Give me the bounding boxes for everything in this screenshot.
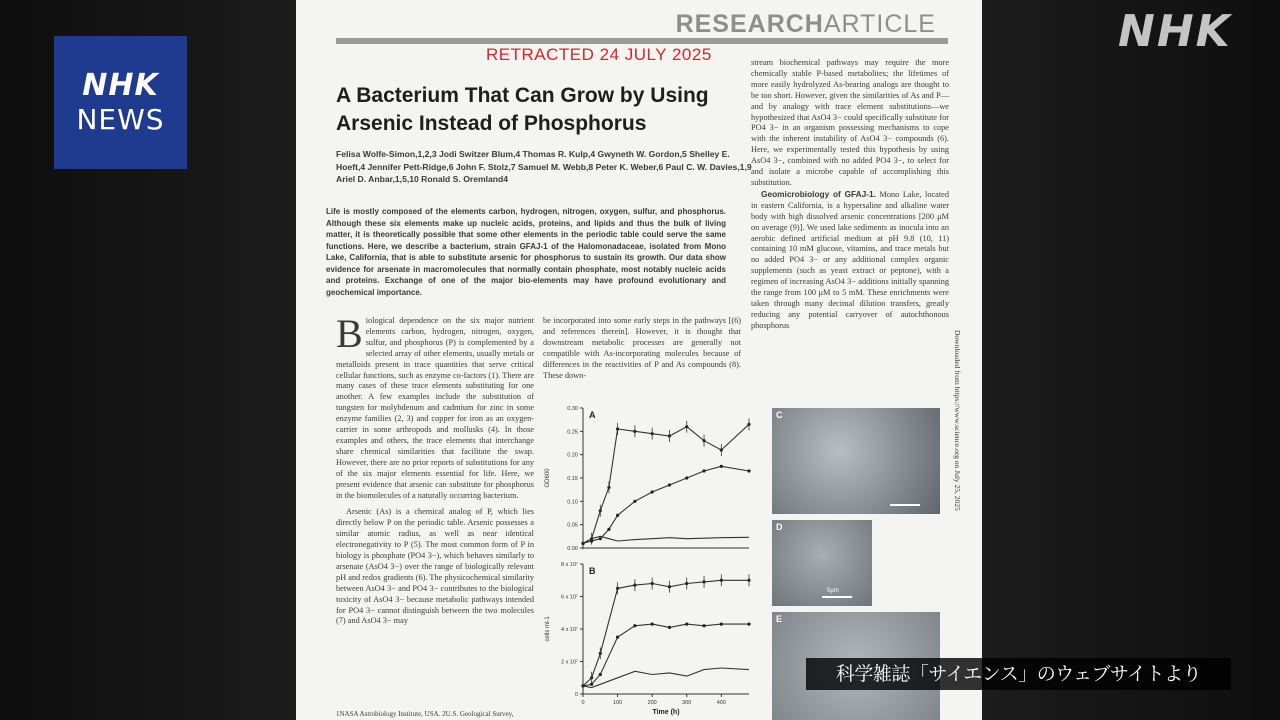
series-line	[583, 536, 749, 543]
paper-page	[296, 0, 982, 720]
micrograph-label-c: C	[776, 410, 783, 420]
scale-bar	[890, 504, 920, 506]
data-point	[633, 624, 636, 627]
data-point	[616, 636, 619, 639]
micrograph-label-e: E	[776, 614, 783, 624]
y-tick-label: 0.30	[567, 406, 578, 412]
header-bar	[336, 0, 948, 44]
series-line	[583, 624, 749, 686]
micrograph-c	[772, 408, 940, 514]
section-header	[676, 10, 936, 39]
y-tick-label: 2 x 10⁷	[561, 659, 578, 666]
y-tick-label: 0.05	[567, 522, 578, 529]
data-point	[616, 514, 619, 517]
micrograph-label-d: D	[776, 522, 783, 532]
section-heading: Geomicrobiology of GFAJ-1.	[761, 188, 876, 199]
panel-label: A	[589, 410, 596, 420]
series-line	[583, 580, 749, 686]
y-tick-label: 0.25	[567, 429, 578, 436]
data-point	[702, 469, 705, 472]
x-tick-label: 100	[612, 700, 623, 706]
growth-charts	[539, 400, 761, 720]
growth-chart-svg	[539, 400, 761, 720]
data-point	[747, 469, 750, 472]
title-line2: Arsenic Instead of Phosphorus	[336, 112, 647, 135]
nhk-news-logo	[54, 36, 187, 169]
series-line	[583, 466, 749, 543]
data-point	[720, 465, 723, 468]
micrograph-d	[772, 520, 872, 606]
retraction-notice: RETRACTED 24 JULY 2025	[486, 45, 712, 64]
x-axis-label: Time (h)	[652, 709, 680, 716]
nhk-watermark: NHK	[1118, 6, 1232, 57]
x-tick-label: 0	[581, 700, 585, 706]
x-tick-label: 400	[716, 700, 726, 706]
data-point	[720, 623, 723, 626]
background-right	[982, 0, 1280, 720]
paragraph-3: stream biochemical pathways may require the more chemically stable P-based metabolites; the lifetimes of more easily hydrolyzed As-bearing analogs are thought to be too short. However, given the similarities of As and P—and by analogy with trace element substitutions—we hypothesized that AsO4 3− could specifically substitute for PO4 3− in an organism possessing mechanisms to cope with the inherent instability of AsO4 3− compounds (6). Here, we experimentally tested this hypothesis by using AsO4 3−, combined with no added PO4 3−, to select for and isolate a microbe capable of accomplishing this substitution.	[751, 58, 949, 187]
x-tick-label: 300	[682, 700, 692, 706]
y-tick-label: 0.20	[567, 452, 578, 459]
y-tick-label: 6 x 10⁷	[561, 594, 578, 601]
scale-bar	[822, 596, 852, 598]
header-bold: RESEARCH	[675, 10, 824, 38]
data-point	[685, 476, 688, 479]
data-point	[651, 490, 654, 493]
author-list: Felisa Wolfe-Simon,1,2,3 Jodi Switzer Blum,4 Thomas R. Kulp,4 Gwyneth W. Gordon,5 Shelley E. Hoeft,4 Jennifer Pett-Ridge,6 John F. Stolz,7 Samuel M. Webb,8 Peter K. Weber,6 Paul C. W. Davies,1,9 Ariel D. Anbar,1,5,10 Ronald S. Oremland4	[336, 149, 752, 184]
data-point	[668, 626, 671, 629]
y-tick-label: 0.10	[567, 499, 578, 506]
source-caption: 科学雑誌「サイエンス」のウェブサイトより	[806, 658, 1231, 690]
body-column-3	[751, 58, 949, 332]
data-point	[747, 623, 750, 626]
header-light: ARTICLE	[823, 10, 936, 38]
series-line	[583, 668, 749, 688]
panel-label: B	[589, 566, 596, 576]
paragraph-2: Arsenic (As) is a chemical analog of P, which lies directly below P on the periodic table. Arsenic possesses a similar atomic radius, as well as near identical electronegativity to P (5). The most common form of P in biology is phosphate (PO4 3−), which behaves similarly to arsenate (AsO4 3−) over the range of biologically relevant pH and redox gradients (6). The physicochemical similarity between AsO4 3− and PO4 3− contributes to the biological toxicity of AsO4 3− because metabolic pathways intended for PO4 3− cannot distinguish between the two molecules (7) and AsO4 3− may	[336, 507, 534, 626]
y-tick-label: 0.15	[567, 476, 578, 482]
paragraph-4: Mono Lake, located in eastern California, is a hypersaline and alkaline water body with high dissolved arsenic concentrations [200 μM on average (9)]. We used lake sediments as inocula into an aerobic defined artificial medium at pH 9.8 (10, 11) containing 10 mM glucose, vitamins, and trace metals but no added PO4 3− or any additional complex organic supplements (such as yeast extract or peptone), with a regimen of increasing AsO4 3− additions initially spanning the range from 100 μM to 5 mM. These enrichments were taken through many decimal dilution transfers, greatly reducing any potential carryover of autochthonous phosphorus	[751, 189, 949, 330]
data-point	[599, 537, 602, 540]
logo-line2: NEWS	[76, 102, 165, 136]
data-point	[685, 623, 688, 626]
scale-label: 5μm	[827, 588, 839, 594]
data-point	[633, 500, 636, 503]
y-axis-label: cells ml-1	[545, 616, 551, 642]
y-tick-label: 8 x 10⁷	[561, 562, 578, 568]
y-tick-label: 4 x 10⁷	[561, 627, 578, 633]
x-tick-label: 200	[647, 700, 657, 706]
logo-line1: NHK	[82, 67, 159, 103]
y-tick-label: 0.00	[567, 546, 578, 552]
download-sidenote	[952, 330, 964, 560]
abstract: Life is mostly composed of the elements carbon, hydrogen, nitrogen, oxygen, sulfur, and phosphorus. Although these six elements make up nucleic acids, proteins, and lipids and thus the bulk of living matter, it is theoretically possible that some other elements in the periodic table could serve the same functions. Here, we describe a bacterium, strain GFAJ-1 of the Halomonadaceae, isolated from Mono Lake, California, that is able to substitute arsenic for phosphorus to sustain its growth. Our data show evidence for arsenate in macromolecules that normally contain phosphate, most notably nucleic acids and proteins. Exchange of one of the major bio-elements may have profound evolutionary and geochemical importance.	[326, 207, 726, 297]
sidenote-text: Downloaded from https://www.science.org on July 25, 2025	[953, 330, 962, 511]
data-point	[651, 623, 654, 626]
data-point	[668, 483, 671, 486]
data-point	[590, 683, 593, 686]
title-line1: A Bacterium That Can Grow by Using	[336, 84, 709, 107]
paper-title	[336, 82, 756, 138]
body-column-2: be incorporated into some early steps in the pathways [(6) and references therein]. However, it is thought that downstream metabolic processes are generally not compatible with As-incorporating molecules because of differences in the reactivities of P and As compounds (8). These down-	[543, 316, 741, 380]
series-line	[583, 424, 749, 543]
affiliation-footnote: 1NASA Astrobiology Institute, USA. 2U.S. Geological Survey,	[336, 710, 514, 718]
drop-cap: B	[336, 311, 363, 356]
body-column-1	[336, 311, 534, 633]
data-point	[599, 673, 602, 676]
y-tick-label: 0	[574, 692, 578, 698]
data-point	[607, 528, 610, 531]
y-axis-label: OD600	[545, 468, 551, 488]
data-point	[702, 624, 705, 627]
paragraph-1: iological dependence on the six major nutrient elements carbon, hydrogen, nitrogen, oxygen, sulfur, and phosphorus (P) is complemented by a selected array of other elements, usually metals or metalloids present in trace quantities that serve critical cellular functions, such as enzyme co-factors (1). There are many cases of these trace elements substituting for one another. A few examples include the substitution of tungsten for molybdenum and cadmium for zinc in some enzyme families (2, 3) and copper for iron as an oxygen-carrier in some arthropods and mollusks (4). In those examples and others, the trace elements that interchange share chemical similarities that facilitate the swap. However, there are no prior reports of substitutions for any of the six major elements essential for life. Here, we present evidence that arsenic can substitute for phosphorus in the biomolecules of a naturally occurring bacterium.	[336, 316, 534, 500]
